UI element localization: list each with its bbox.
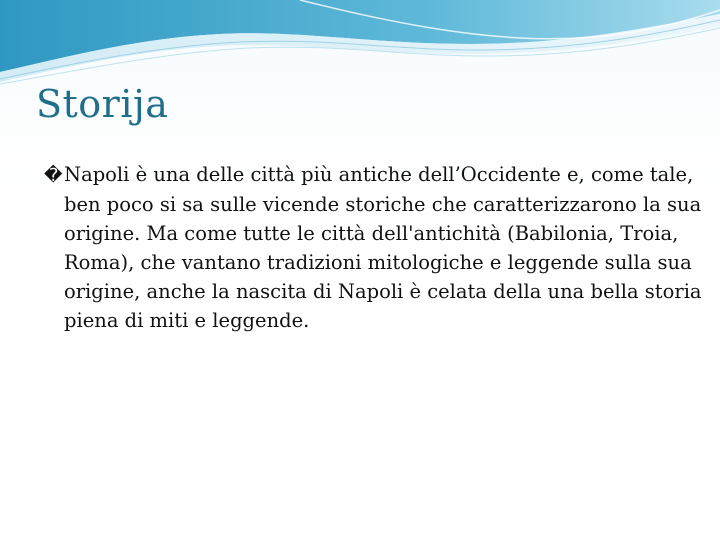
- header-wave-decoration: [0, 0, 720, 90]
- paragraph-text: Napoli è una delle città più antiche dell’Occidente e, come tale, ben poco si sa sulle vicende storiche che caratterizzarono la sua origine. Ma come tutte le città dell'antichità (Babilonia, Troia, Roma), che vantano tradizioni mitologiche e leggende sulla sua origine, anche la nascita di Napoli è celata della una bella storia piena di miti e leggende.: [64, 163, 702, 332]
- slide-body-paragraph: [44, 160, 704, 335]
- replacement-char-bullet-icon: �: [44, 165, 63, 186]
- slide-title: Storija: [36, 82, 169, 126]
